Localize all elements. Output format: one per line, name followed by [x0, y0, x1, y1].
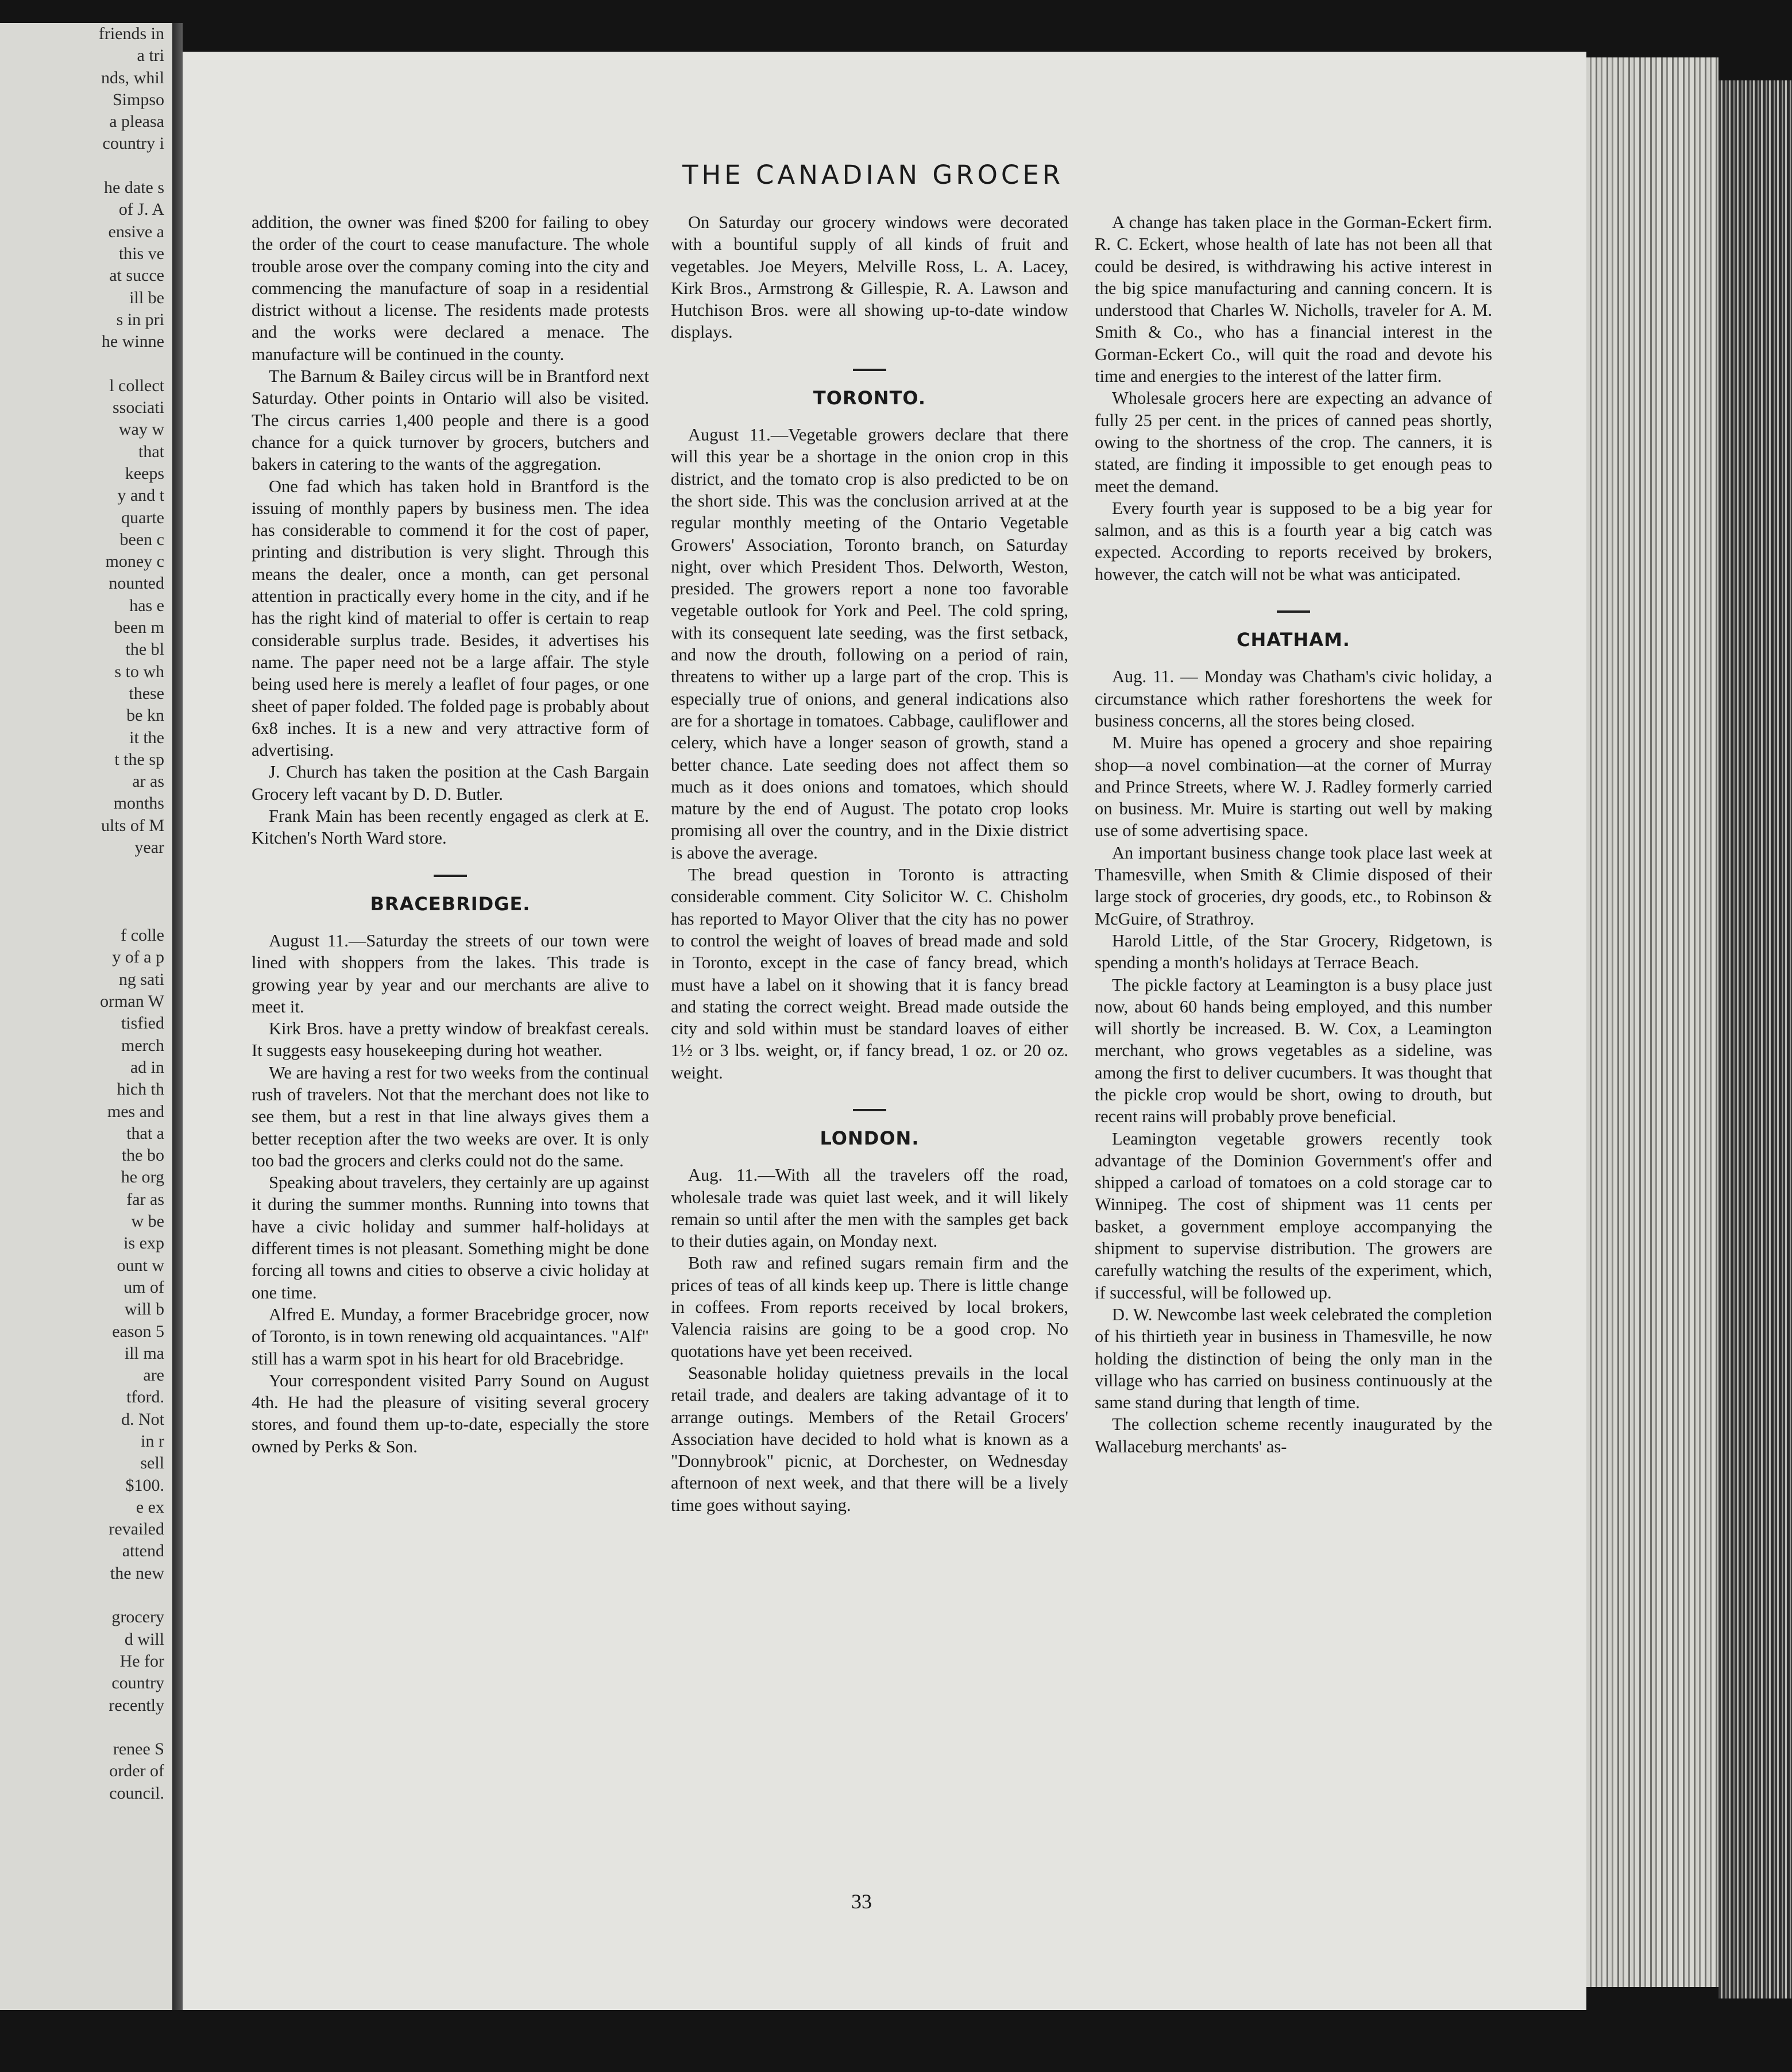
article-paragraph: Aug. 11. — Monday was Chatham's civic holiday, a circumstance which rather foreshortens the week for business concerns, all the stores being closed.	[1095, 667, 1492, 730]
section-divider	[434, 875, 467, 877]
left-page-line: t the sp	[114, 749, 164, 769]
section-divider	[853, 1109, 886, 1111]
article-paragraph: One fad which has taken hold in Brantford is the issuing of monthly papers by business men. The idea has considerable to commend it for the cost of paper, printing and distribution is very slight. Through this means the dealer, once a month, can get personal attention in practically every home in the city, and if he has the right kind of material to offer is certain to reap considerable surplus trade. Besides, it advertises his name. The paper need not be a large affair. The style being used here is merely a leaflet of four pages, or one sheet of paper folded. The folded page is probably about 6x8 inches. It is a new and very attractive form of advertising.	[252, 476, 649, 760]
left-page-line: s in pri	[116, 310, 164, 329]
left-page-line: that a	[126, 1123, 164, 1143]
left-page-line: He for	[119, 1651, 164, 1671]
left-page-line: nds, whil	[101, 68, 164, 87]
left-page-line: a tri	[137, 46, 164, 65]
article-paragraph: August 11.—Saturday the streets of our town were lined with shoppers from the lakes. This trade is growing year by year and our merchants are alive to meet it.	[252, 930, 649, 1016]
left-page-line	[0, 155, 172, 177]
section-heading: BRACEBRIDGE.	[370, 892, 531, 915]
left-page-line: friends in	[98, 24, 164, 43]
left-page-line: country i	[102, 134, 164, 153]
left-page-line: sell	[140, 1454, 164, 1473]
article-paragraph: An important business change took place last week at Thamesville, when Smith & Climie disposed of their large stock of groceries, dry goods, etc., to Robinson & McGuire, of Strathroy.	[1095, 842, 1492, 929]
left-page-line: $100.	[125, 1475, 164, 1495]
left-page-line: been m	[114, 618, 164, 637]
article-paragraph: Alfred E. Munday, a former Bracebridge grocer, now of Toronto, is in town renewing old acquaintances. "Alf" still has a warm spot in his heart for old Bracebridge.	[252, 1304, 649, 1369]
section-heading: CHATHAM.	[1237, 629, 1350, 651]
left-page-line: he org	[121, 1168, 164, 1187]
article-paragraph: The Barnum & Bailey circus will be in Brantford next Saturday. Other points in Ontario will also be visited. The circus carries 1,400 people and there is a good chance for a quick turnover by grocers, butchers and bakers in catering to the wants of the aggregation.	[252, 366, 649, 474]
left-page-line: it the	[129, 728, 164, 747]
article-paragraph: The pickle factory at Leamington is a busy place just now, about 60 hands being employed, and this number will shortly be increased. B. W. Cox, a Leamington merchant, who grows vegetables as a sideline, was among the first to deliver cucumbers. It was thought that the pickle crop would be short, owing to drouth, but recent rains will probably prove beneficial.	[1095, 975, 1492, 1127]
left-page-line: ad in	[130, 1057, 164, 1077]
left-page-line: that	[138, 442, 164, 461]
left-page-line: has e	[129, 596, 164, 615]
left-page-line: hich th	[117, 1080, 164, 1099]
left-page-line: quarte	[121, 508, 164, 527]
left-page-line	[0, 881, 172, 903]
left-page-line: been c	[119, 529, 164, 549]
left-page-line: is exp	[123, 1234, 164, 1253]
article-paragraph: Your correspondent visited Parry Sound on August 4th. He had the pleasure of visiting several grocery stores, and found them up-to-date, especially the store owned by Perks & Son.	[252, 1370, 649, 1456]
left-page-line: mes and	[107, 1101, 164, 1121]
left-page-line: at succe	[109, 266, 164, 285]
article-paragraph: Seasonable holiday quietness prevails in the local retail trade, and dealers are taking advantage of it to arrange outings. Members of the Retail Grocers' Association have decided to hold what is known as a "Donnybrook" picnic, at Dorchester, on Wednesday afternoon of next week, and that there will be a lively time goes without saying.	[671, 1363, 1068, 1515]
left-page-line: attend	[122, 1541, 164, 1561]
article-paragraph: D. W. Newcombe last week celebrated the completion of his thirtieth year in business in Thamesville, he now holding the distinction of being the only man in the village who has carried on business continuously at the same stand during that length of time.	[1095, 1304, 1492, 1413]
left-page-line: keeps	[125, 463, 164, 483]
article-paragraph: Every fourth year is supposed to be a big year for salmon, and as this is a fourth year a big catch was expected. According to reports received by brokers, however, the catch will not be what was anticipated.	[1095, 498, 1492, 584]
left-page-line: will b	[124, 1300, 164, 1319]
article-column-1	[252, 211, 649, 1888]
left-page-line: months	[113, 794, 164, 813]
article-paragraph: Both raw and refined sugars remain firm and the prices of teas of all kinds keep up. There is little change in coffees. From reports received by local brokers, Valencia raisins are going to be a good crop. No quotations have yet been received.	[671, 1253, 1068, 1361]
article-paragraph: A change has taken place in the Gorman-Eckert firm. R. C. Eckert, whose health of late has not been all that could be desired, is withdrawing his active interest in the big spice manufacturing and canning concern. It is understood that Charles W. Nicholls, traveler for A. M. Smith & Co., who has a financial interest in the Gorman-Eckert Co., will quit the road and devote his time and energies to the interest of the latter firm.	[1095, 212, 1492, 386]
article-column-2	[671, 211, 1068, 1888]
left-page-line: e ex	[136, 1497, 164, 1517]
left-page-line: recently	[109, 1695, 164, 1715]
left-page-line: country	[111, 1673, 164, 1693]
left-page-line: y and t	[117, 486, 164, 505]
scan-margin	[1718, 80, 1792, 1998]
article-paragraph: addition, the owner was fined $200 for failing to obey the order of the court to cease manufacture. The whole trouble arose over the company coming into the city and commencing the manufacture of soap in a residential district without a license. The residents made protests and the works were declared a menace. The manufacture will be continued in the county.	[252, 212, 649, 364]
left-page-line: Simpso	[112, 90, 164, 109]
left-page-line: be kn	[126, 706, 164, 725]
section-divider	[853, 369, 886, 371]
left-page-line: revailed	[109, 1520, 164, 1539]
article-paragraph: Leamington vegetable growers recently took advantage of the Dominion Government's offer and shipped a carload of tomatoes on a cold storage car to Winnipeg. The cost of shipment was 11 cents per basket, a government employe accompanying the shipment to supervise distribution. The growers are carefully watching the results of the experiment, which, if successful, will be followed up.	[1095, 1128, 1492, 1302]
left-page-line: are	[143, 1366, 164, 1385]
left-page-line: this ve	[118, 243, 164, 263]
page-stack-edge	[1586, 57, 1718, 1987]
left-page-line: way w	[118, 420, 164, 439]
article-column-3	[1095, 211, 1492, 1888]
book-gutter	[172, 23, 183, 2010]
left-page-line: money c	[105, 552, 164, 571]
left-page-line	[0, 903, 172, 925]
section-heading: TORONTO.	[813, 386, 926, 409]
article-paragraph: Aug. 11.—With all the travelers off the road, wholesale trade was quiet last week, and it will likely remain so until after the men with the samples get back to their duties again, on Monday next.	[671, 1165, 1068, 1251]
left-page-line: the bo	[121, 1146, 164, 1165]
section-heading: LONDON.	[820, 1127, 920, 1149]
left-page-line: d. Not	[121, 1409, 164, 1429]
article-paragraph: On Saturday our grocery windows were decorated with a bountiful supply of all kinds of fruit and vegetables. Joe Meyers, Melville Ross, L. A. Lacey, Kirk Bros., Armstrong & Gillespie, R. A. Lawson and Hutchison Bros. were all showing up-to-date window displays.	[671, 212, 1068, 342]
left-page-line	[0, 1717, 172, 1738]
left-page-line	[0, 859, 172, 880]
article-paragraph: Speaking about travelers, they certainly are up against it during the summer months. Running into towns that have a civic holiday and summer half-holidays at different times is not pleasant. Something might be done forcing all towns and cities to observe a civic holiday at one time.	[252, 1173, 649, 1302]
article-paragraph: J. Church has taken the position at the Cash Bargain Grocery left vacant by D. D. Butler.	[252, 762, 649, 804]
left-page-fragment	[0, 23, 172, 2010]
left-page-line: ensive a	[108, 222, 164, 241]
left-page-line: eason 5	[112, 1321, 164, 1341]
article-paragraph: M. Muire has opened a grocery and shoe repairing shop—a novel combination—at the corner of Murray and Prince Streets, where W. J. Radley formerly carried on business. Mr. Muire is starting out well by making use of some advertising space.	[1095, 733, 1492, 841]
article-paragraph: August 11.—Vegetable growers declare that there will this year be a shortage in the onion crop in this district, and the tomato crop is also predicted to be on the short side. This was the conclusion arrived at at the regular monthly meeting of the Ontario Vegetable Growers' Association, Toronto branch, on Saturday night, over which President Thos. Delworth, Weston, presided. The growers report a none too favorable vegetable outlook for York and Peel. The cold spring, with its consequent late seeding, was the first setback, and now the drouth, following on a period of rain, threatens to wither up a large part of the crop. This is especially true of onions, and general indications also are for a shortage in tomatoes. Cabbage, cauliflower and celery, which have a longer season of growth, stand a better chance. Late seeding does not affect them so much as it does onions and tomatoes, which should mature by the end of August. The potato crop looks promising all over the country, and in the Dixie district is above the average.	[671, 425, 1068, 863]
left-page-line: ill ma	[124, 1343, 164, 1363]
left-page-line: f colle	[121, 926, 164, 945]
article-paragraph: Kirk Bros. have a pretty window of breakfast cereals. It suggests easy housekeeping during hot weather.	[252, 1019, 649, 1061]
left-page-line	[0, 1584, 172, 1606]
left-page-line: in r	[141, 1432, 164, 1451]
article-paragraph: Wholesale grocers here are expecting an advance of fully 25 per cent. in the prices of canned peas shortly, owing to the shortness of the crop. The canners, it is stated, are finding it impossible to get enough peas to meet the demand.	[1095, 388, 1492, 496]
left-page-line: he date s	[104, 178, 164, 198]
section-divider	[1277, 610, 1310, 613]
left-page-line: s to wh	[114, 662, 164, 681]
left-page-line: year	[134, 837, 164, 857]
left-page-line: y of a p	[112, 948, 164, 967]
left-page-line: tisfied	[121, 1014, 164, 1033]
left-page-line: ill be	[129, 288, 164, 307]
left-page-line: the new	[110, 1563, 164, 1583]
left-page-line: d will	[124, 1629, 164, 1649]
left-page-line: ount w	[117, 1255, 164, 1275]
left-page-line: ssociati	[113, 398, 164, 418]
left-page-line: he winne	[101, 332, 164, 351]
left-page-line: renee S	[113, 1739, 164, 1759]
article-paragraph: Harold Little, of the Star Grocery, Ridgetown, is spending a month's holidays at Terrace Beach.	[1095, 930, 1492, 973]
left-page-line: a pleasa	[109, 112, 164, 132]
article-paragraph: The bread question in Toronto is attracting considerable comment. City Solicitor W. C. Chisholm has reported to Mayor Oliver that the city has no power to control the weight of loaves of bread made and sold in Toronto, except in the case of fancy bread, which must have a label on it showing that it is fancy bread and stating the correct weight. Bread made outside the city and sold within must be standard loaves of either 1½ or 3 lbs. weight, or, if fancy bread, 1 oz. or 20 oz. weight.	[671, 865, 1068, 1083]
left-page-line: grocery	[111, 1607, 164, 1627]
article-paragraph: We are having a rest for two weeks from the continual rush of travelers. Not that the merchant does not like to see them, but a rest in that line always gives them a better reception after the two weeks are over. It is only too bad the grocers and clerks could not do the same.	[252, 1062, 649, 1170]
left-page-line: of J. A	[118, 200, 164, 219]
article-paragraph: The collection scheme recently inaugurated by the Wallaceburg merchants' as-	[1095, 1414, 1492, 1456]
left-page-line: merch	[121, 1035, 164, 1055]
left-page-line: um of	[123, 1277, 164, 1297]
left-page-line: w be	[131, 1212, 164, 1231]
left-page-line: nounted	[109, 574, 164, 593]
left-page-line	[0, 353, 172, 374]
left-page-line: order of	[109, 1761, 164, 1781]
left-page-line: ng sati	[118, 969, 164, 989]
left-page-line: orman W	[100, 992, 164, 1011]
article-paragraph: Frank Main has been recently engaged as clerk at E. Kitchen's North Ward store.	[252, 806, 649, 848]
left-page-line: council.	[109, 1783, 164, 1803]
left-page-line: ar as	[132, 772, 164, 791]
page-title: THE CANADIAN GROCER	[682, 160, 1064, 190]
left-page-line: the bl	[125, 640, 164, 659]
left-page-line: tford.	[126, 1387, 164, 1407]
left-page-line: far as	[126, 1189, 164, 1209]
left-page-line: ults of M	[101, 815, 164, 835]
left-page-line: l collect	[109, 376, 164, 395]
page-number: 33	[851, 1890, 872, 1913]
left-page-line: these	[129, 683, 164, 703]
